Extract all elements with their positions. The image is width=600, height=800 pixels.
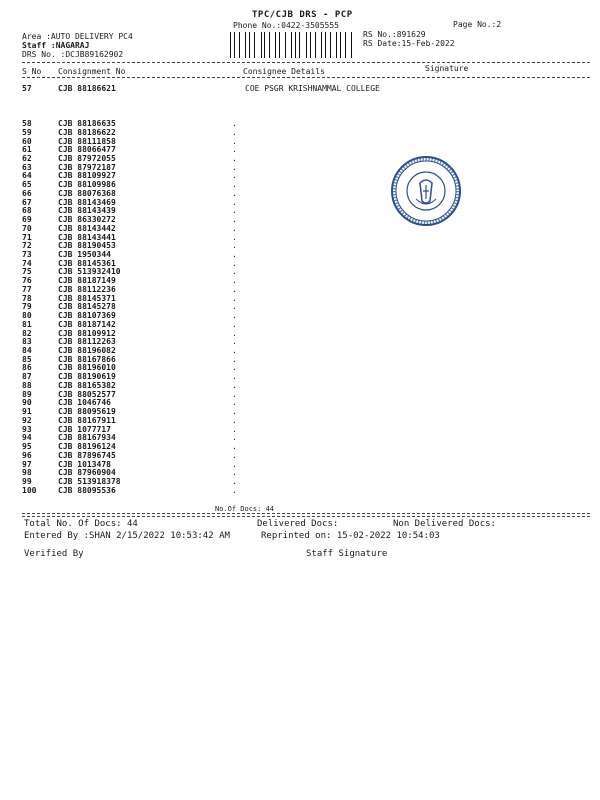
row-sno: 89 [22,389,32,399]
row-consignment: CJB 86330272 [58,215,116,224]
column-sno: S No [22,67,42,76]
row-consignee: COE PSGR KRISHNAMMAL COLLEGE [245,84,380,93]
row-consignment: CJB 88112263 [58,337,116,347]
table-row [22,145,582,154]
college-seal-stamp [390,155,462,227]
row-sno: 60 [22,136,32,146]
table-row [22,154,582,163]
row-marker: . [232,153,237,163]
table-row [22,372,582,381]
row-consignment: CJB 88112236 [58,284,116,294]
row-consignment: CJB 88145361 [58,258,116,268]
row-marker: . [232,415,237,425]
drs-number: DRS No. :DCJB89162902 [22,50,124,59]
table-row [22,425,582,434]
row-sno: 94 [22,433,32,443]
row-consignment: CJB 88196124 [58,442,116,451]
row-sno: 76 [22,276,32,286]
table-row [22,468,582,477]
phone-number: Phone No.:0422-3505555 [233,21,339,30]
row-sno: 74 [22,258,32,268]
row-marker: . [232,389,237,399]
row-marker: . [232,398,237,408]
row-sno: 65 [22,180,32,190]
barcode-bar [239,32,240,58]
barcode-bar [345,32,346,58]
row-consignment: CJB 88076368 [58,188,116,198]
staff-label: Staff :NAGARAJ [22,41,90,50]
column-signature: Signature [425,64,469,73]
table-row [22,486,582,495]
rs-number: RS No.:891629 [363,30,426,39]
table-row [22,398,582,407]
row-marker: . [232,346,237,355]
row-marker: . [232,206,237,216]
row-marker: . [232,476,237,486]
row-marker: . [232,276,237,286]
row-sno: 64 [22,171,32,181]
row-consignment: CJB 513918378 [58,476,121,486]
table-row [22,163,582,172]
row-consignment: CJB 88143441 [58,232,116,242]
barcode-bar [310,32,311,58]
barcode-bar [257,32,258,58]
barcode-bar [275,32,276,58]
barcode-bar [299,32,300,58]
row-marker: . [232,302,237,312]
barcode-bar [352,32,353,58]
row-marker: . [232,363,237,373]
table-row [22,206,582,215]
row-sno: 57 [22,84,32,93]
row-sno: 69 [22,215,32,224]
table-row [22,433,582,442]
table-row [22,407,582,416]
barcode-bar [317,32,318,58]
row-sno: 59 [22,127,32,137]
entered-by: Entered By :SHAN 2/15/2022 10:53:42 AM [24,531,230,541]
row-sno: 75 [22,267,32,277]
table-row [22,233,582,242]
row-consignment: CJB 87972187 [58,162,116,172]
barcode [230,32,355,58]
row-marker: . [232,468,237,478]
page-number: Page No.:2 [453,20,502,29]
row-marker: . [232,293,237,303]
row-consignment: CJB 88196082 [58,346,116,355]
row-marker: . [232,337,237,347]
row-consignment: CJB 88186635 [58,119,116,128]
row-sno: 71 [22,232,32,242]
barcode-bar [272,32,273,58]
row-sno: 81 [22,319,32,329]
barcode-bar [249,32,250,58]
row-consignment: CJB 88107369 [58,311,116,321]
row-marker: . [232,319,237,329]
row-sno: 72 [22,241,32,251]
row-consignment: CJB 88187149 [58,276,116,286]
row-sno: 67 [22,197,32,207]
barcode-bar [279,32,280,58]
barcode-bar [292,32,293,58]
row-consignment: CJB 88196010 [58,363,116,373]
row-sno: 99 [22,476,32,486]
row-marker: . [232,171,237,181]
table-row [22,294,582,303]
row-consignment: CJB 88186622 [58,127,116,137]
table-row [22,390,582,399]
row-marker: . [232,450,237,460]
row-marker: . [232,328,237,338]
table-row [22,320,582,329]
row-consignment: CJB 1046746 [58,398,111,408]
row-marker: . [232,267,237,277]
row-marker: . [232,145,237,155]
row-consignment: CJB 88143469 [58,197,116,207]
row-consignment: CJB 88143442 [58,223,116,233]
row-marker: . [232,180,237,190]
row-consignment: CJB 87960904 [58,468,116,478]
row-consignment: CJB 88143439 [58,206,116,216]
row-marker: . [232,284,237,294]
row-consignment: CJB 88145371 [58,293,116,303]
table-row [22,224,582,233]
barcode-bar [322,32,323,58]
row-consignment: CJB 88186621 [58,84,116,93]
table-row [22,363,582,372]
row-sno: 85 [22,354,32,364]
table-row [22,215,582,224]
area-label: Area :AUTO DELIVERY PC4 [22,32,133,41]
row-marker: . [232,223,237,233]
non-delivered-docs: Non Delivered Docs: [393,519,496,529]
row-sno: 63 [22,162,32,172]
rs-date: RS Date:15-Feb-2022 [363,39,455,48]
row-sno: 73 [22,250,32,259]
row-consignment: CJB 1013478 [58,459,111,469]
row-marker: . [232,127,237,137]
table-row [22,311,582,320]
table-row [22,84,582,93]
row-consignment: CJB 88052577 [58,389,116,399]
row-sno: 78 [22,293,32,303]
row-consignment: CJB 87896745 [58,450,116,460]
row-sno: 70 [22,223,32,233]
row-marker: . [232,241,237,251]
table-row [22,250,582,259]
row-sno: 100 [22,485,37,495]
table-row [22,198,582,207]
barcode-bar [340,32,341,58]
row-marker: . [232,407,237,417]
row-marker: . [232,433,237,443]
row-consignment: CJB 88109912 [58,328,116,338]
table-row [22,355,582,364]
row-marker: . [232,197,237,207]
table-row [22,442,582,451]
row-sno: 97 [22,459,32,469]
table-row [22,329,582,338]
row-sno: 86 [22,363,32,373]
column-consignment: Consignment No [58,67,126,76]
row-consignment: CJB 88111858 [58,136,116,146]
table-row [22,171,582,180]
row-sno: 87 [22,372,32,382]
row-marker: . [232,380,237,390]
row-consignment: CJB 88095619 [58,407,116,417]
docs-count-note: No.Of Docs: 44 [215,505,275,513]
row-marker: . [232,215,237,224]
row-marker: . [232,485,237,495]
row-marker: . [232,136,237,146]
table-row [22,381,582,390]
barcode-bar [287,32,288,58]
row-consignment: CJB 88095536 [58,485,116,495]
barcode-bar [230,32,231,58]
row-marker: . [232,258,237,268]
row-consignment: CJB 88190619 [58,372,116,382]
row-sno: 98 [22,468,32,478]
row-sno: 58 [22,119,32,128]
table-row [22,180,582,189]
divider [22,62,590,63]
row-marker: . [232,162,237,172]
row-consignment: CJB 513932410 [58,267,121,277]
table-row [22,259,582,268]
barcode-bar [253,32,254,58]
row-consignment: CJB 88167911 [58,415,116,425]
table-row [22,302,582,311]
row-marker: . [232,232,237,242]
verified-by: Verified By [24,549,84,559]
row-sno: 80 [22,311,32,321]
table-row [22,477,582,486]
row-marker: . [232,459,237,469]
row-sno: 66 [22,188,32,198]
row-sno: 92 [22,415,32,425]
row-consignment: CJB 88167866 [58,354,116,364]
row-consignment: CJB 88165382 [58,380,116,390]
row-sno: 77 [22,284,32,294]
table-row [22,451,582,460]
row-sno: 68 [22,206,32,216]
table-row [22,276,582,285]
row-consignment: CJB 88109986 [58,180,116,190]
row-marker: . [232,119,237,128]
row-marker: . [232,424,237,434]
row-consignment: CJB 88066477 [58,145,116,155]
delivered-docs: Delivered Docs: [257,519,339,529]
barcode-bar [264,32,265,58]
table-row [22,137,582,146]
row-consignment: CJB 1950344 [58,250,111,259]
table-row [22,241,582,250]
row-sno: 88 [22,380,32,390]
row-sno: 93 [22,424,32,434]
barcode-bar [332,32,333,58]
barcode-bar [237,32,238,58]
row-sno: 96 [22,450,32,460]
barcode-bar [302,32,303,58]
row-sno: 84 [22,346,32,355]
barcode-bar [330,32,331,58]
row-consignment: CJB 88167934 [58,433,116,443]
row-marker: . [232,354,237,364]
column-consignee: Consignee Details [243,67,325,76]
staff-signature: Staff Signature [306,549,388,559]
row-marker: . [232,188,237,198]
table-row [22,346,582,355]
row-marker: . [232,250,237,259]
row-marker: . [232,442,237,451]
reprinted-on: Reprinted on: 15-02-2022 10:54:03 [261,531,440,541]
row-consignment: CJB 1077717 [58,424,111,434]
document-title: TPC/CJB DRS - PCP [252,10,353,20]
divider [22,516,590,517]
row-sno: 90 [22,398,32,408]
table-row [22,128,582,137]
table-row [22,189,582,198]
table-row [22,285,582,294]
divider [22,77,590,78]
row-sno: 62 [22,153,32,163]
row-sno: 61 [22,145,32,155]
table-row [22,267,582,276]
row-sno: 95 [22,442,32,451]
row-sno: 79 [22,302,32,312]
table-row [22,337,582,346]
table-row [22,119,582,128]
table-row [22,460,582,469]
total-docs: Total No. Of Docs: 44 [24,519,138,529]
row-consignment: CJB 88190453 [58,241,116,251]
row-sno: 91 [22,407,32,417]
table-row [22,416,582,425]
row-consignment: CJB 87972055 [58,153,116,163]
divider [22,513,590,514]
row-consignment: CJB 88187142 [58,319,116,329]
row-marker: . [232,311,237,321]
row-sno: 83 [22,337,32,347]
row-sno: 82 [22,328,32,338]
row-consignment: CJB 88109927 [58,171,116,181]
row-consignment: CJB 88145278 [58,302,116,312]
row-marker: . [232,372,237,382]
